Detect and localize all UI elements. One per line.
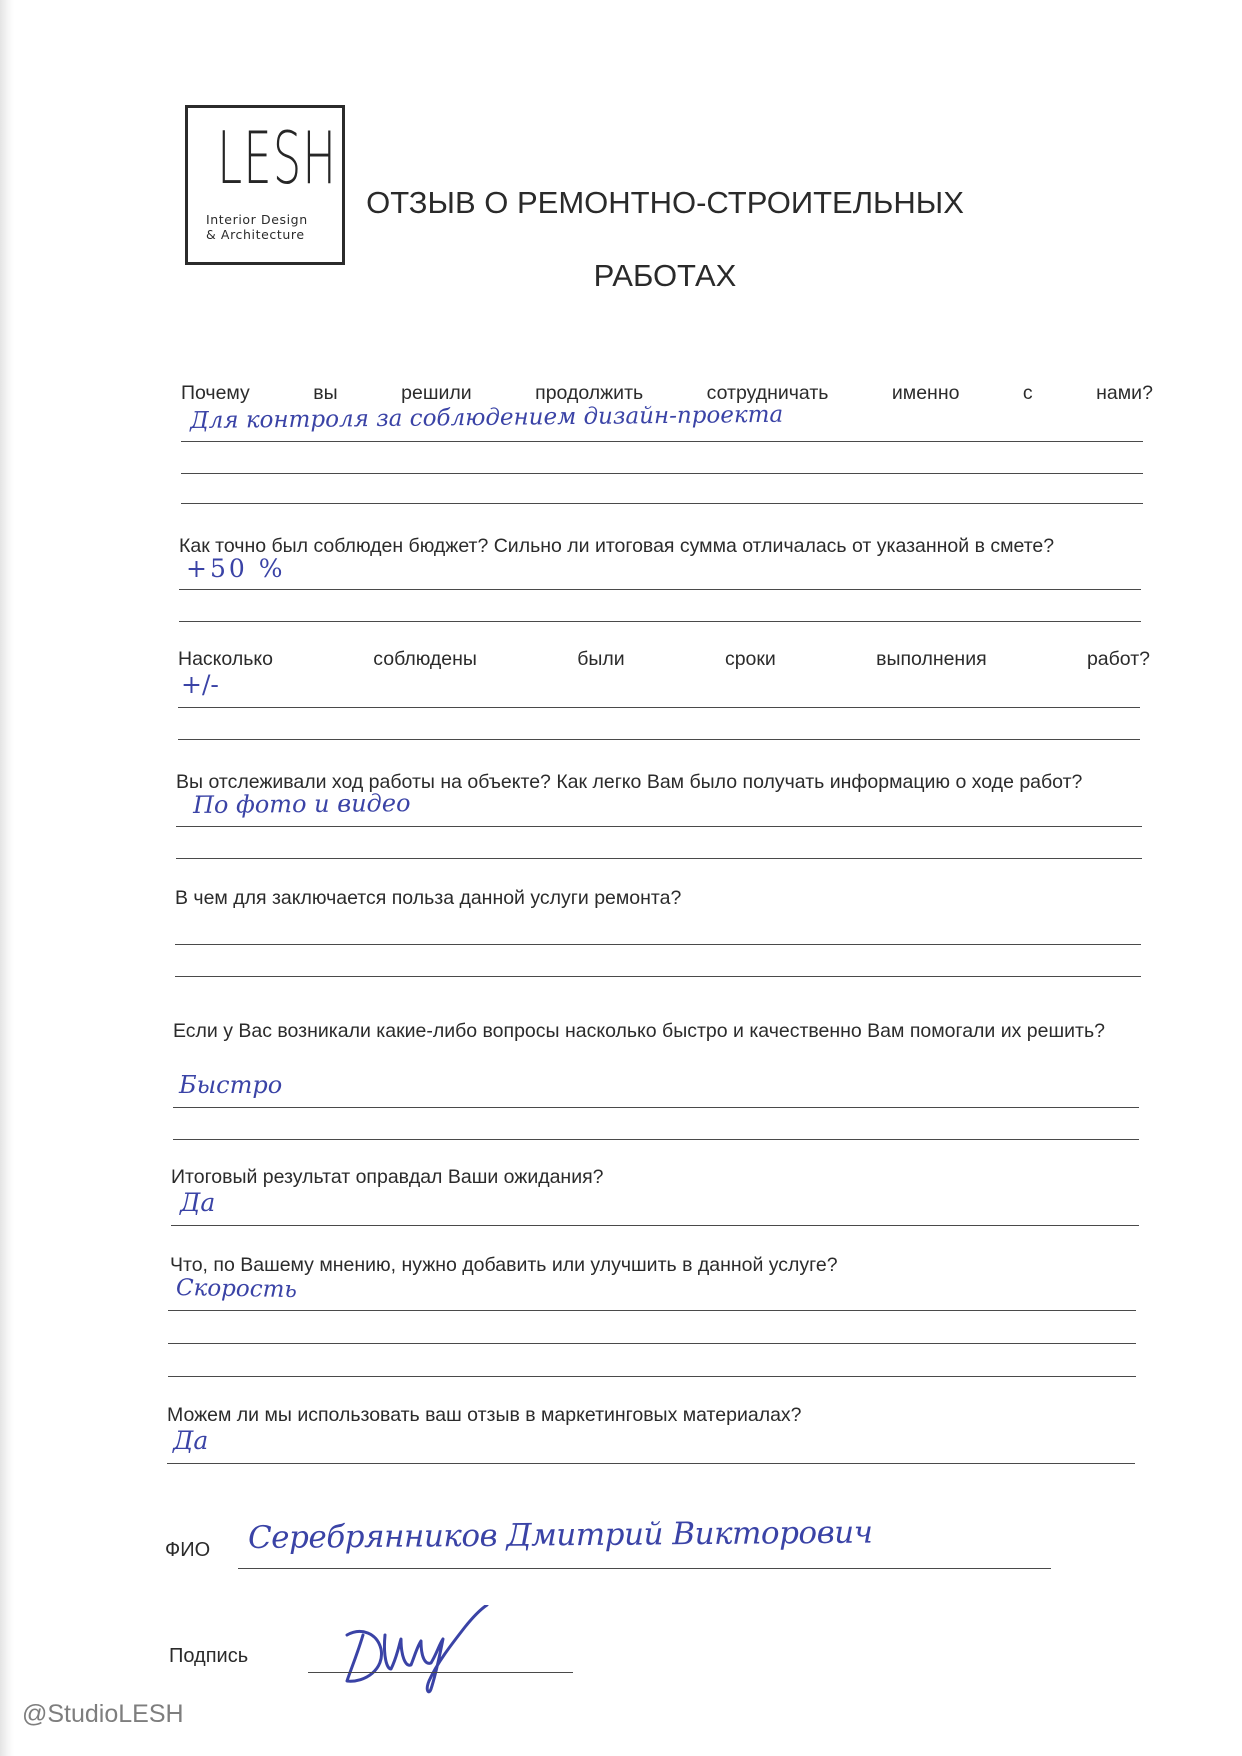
answer-6-handwritten: Быстро <box>179 1071 283 1099</box>
q3-word: выполнения <box>876 648 987 670</box>
q1-word: сотрудничать <box>706 382 829 404</box>
question-2: Как точно был соблюден бюджет? Сильно ли итоговая сумма отличалась от указанной в смете? <box>179 535 1055 557</box>
q3-word: сроки <box>724 648 776 670</box>
logo-tagline <box>206 212 308 242</box>
q1-word: нами? <box>1096 382 1153 404</box>
q1-word: вы <box>313 382 338 404</box>
answer-1-handwritten: Для контроля за соблюдением дизайн-проекта <box>189 401 784 434</box>
answer-line <box>168 1310 1136 1311</box>
scan-edge <box>0 0 14 1756</box>
answer-line <box>168 1376 1136 1377</box>
answer-3-handwritten: +/- <box>181 670 219 699</box>
question-7: Итоговый результат оправдал Ваши ожидания? <box>171 1166 604 1188</box>
q3-word: соблюдены <box>373 648 477 670</box>
answer-line <box>171 1225 1139 1226</box>
question-8: Что, по Вашему мнению, нужно добавить или улучшить в данной услуге? <box>170 1254 838 1276</box>
answer-line <box>168 1343 1136 1344</box>
answer-line <box>178 707 1140 708</box>
question-4: Вы отслеживали ход работы на объекте? Как легко Вам было получать информацию о ходе работ? <box>176 771 1083 793</box>
answer-9-handwritten: Да <box>173 1426 209 1455</box>
answer-line <box>179 589 1141 590</box>
studio-watermark: @StudioLESH <box>22 1700 184 1728</box>
answer-line <box>181 503 1143 504</box>
q3-word: Насколько <box>178 648 273 670</box>
signature-scribble <box>335 1605 515 1697</box>
answer-line <box>176 858 1142 859</box>
question-5: В чем для заключается польза данной услуги ремонта? <box>175 887 682 909</box>
answer-line <box>178 739 1140 740</box>
answer-2-handwritten: +50 % <box>186 554 286 583</box>
fio-label: ФИО <box>165 1539 211 1561</box>
signature-label: Подпись <box>169 1645 249 1667</box>
answer-line <box>173 1107 1139 1108</box>
answer-line <box>181 473 1143 474</box>
q1-word: с <box>1022 382 1033 404</box>
form-title-line2: РАБОТАХ <box>593 258 737 293</box>
q1-word: именно <box>891 382 960 404</box>
question-6: Если у Вас возникали какие-либо вопросы насколько быстро и качественно Вам помогали их решить? <box>173 1020 1105 1042</box>
form-title-line1: ОТЗЫВ О РЕМОНТНО-СТРОИТЕЛЬНЫХ <box>366 185 964 220</box>
answer-line <box>167 1463 1135 1464</box>
fio-handwritten: Серебрянников Дмитрий Викторович <box>247 1514 873 1556</box>
answer-4-handwritten: По фото и видео <box>192 789 411 819</box>
q3-word: работ? <box>1086 648 1150 670</box>
answer-line <box>175 976 1141 977</box>
question-3 <box>178 648 1150 671</box>
answer-line <box>181 441 1143 442</box>
q1-word: решили <box>401 382 472 404</box>
logo-tagline-line1: Interior Design <box>206 212 308 227</box>
answer-8-handwritten: Скорость <box>175 1275 298 1304</box>
question-9: Можем ли мы использовать ваш отзыв в маркетинговых материалах? <box>167 1404 802 1426</box>
signature-line <box>308 1672 573 1673</box>
logo-wordmark: LESH <box>217 116 338 200</box>
q1-word: продолжить <box>535 382 644 404</box>
q1-word: Почему <box>181 382 250 404</box>
answer-line <box>176 826 1142 827</box>
question-1 <box>181 382 1153 405</box>
answer-7-handwritten: Да <box>180 1188 216 1217</box>
answer-line <box>175 944 1141 945</box>
answer-line <box>179 621 1141 622</box>
fio-line <box>238 1568 1051 1569</box>
lesh-logo <box>185 105 345 265</box>
q3-word: были <box>577 648 625 670</box>
answer-line <box>173 1139 1139 1140</box>
logo-tagline-line2: & Architecture <box>206 227 305 242</box>
